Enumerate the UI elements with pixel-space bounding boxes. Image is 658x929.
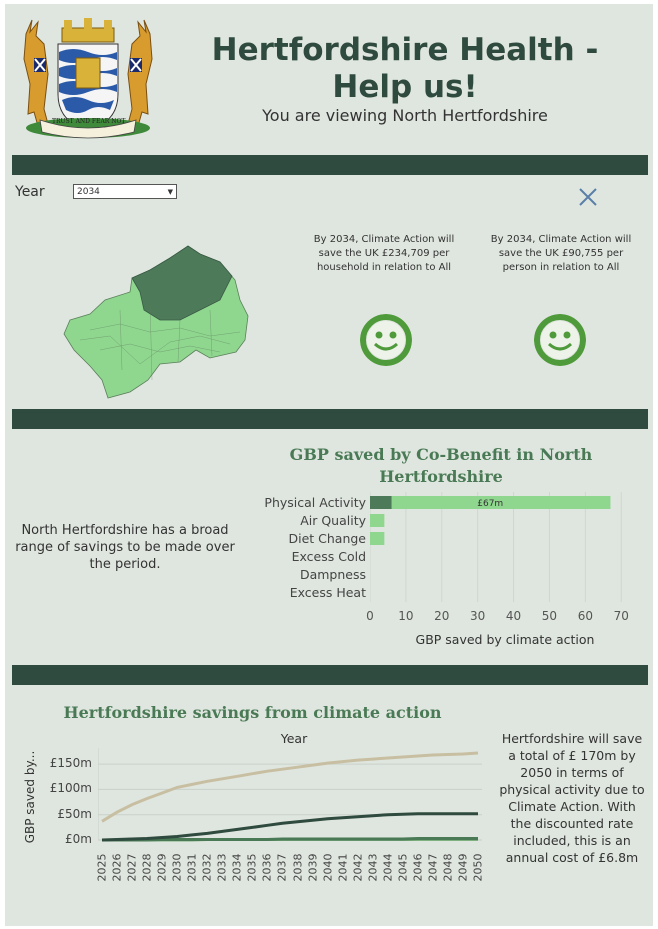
line-x-tick-label: 2039 [306, 853, 320, 882]
year-dropdown[interactable] [73, 184, 177, 199]
line-x-tick-label: 2038 [291, 853, 305, 882]
summary-text: North Hertfordshire has a broad range of savings to be made over the period. [15, 523, 235, 572]
bar-category-label: Dampness [299, 567, 366, 582]
bar-x-tick-label: 30 [470, 609, 486, 623]
bar-air-quality[interactable] [370, 514, 384, 527]
line-x-tick-label: 2036 [260, 853, 274, 882]
bar-category-label: Diet Change [288, 531, 366, 546]
year-dropdown-value: 2034 [77, 187, 100, 197]
crest-motto: TRUST AND FEAR NOT [52, 118, 126, 125]
line-x-tick-label: 2035 [245, 853, 259, 882]
line-x-tick-label: 2030 [170, 853, 184, 882]
page-subtitle: You are viewing North Hertfordshire [262, 106, 548, 125]
total-savings-text: Hertfordshire will save a total of £ 170m by 2050 in terms of physical activity due to Climate Action. With the discounted rate included, this is an annual cost of £6.8m [499, 731, 645, 865]
bar-x-tick-label: 40 [505, 609, 522, 623]
line-x-tick-label: 2025 [95, 853, 109, 882]
line-x-tick-label: 2037 [275, 853, 289, 882]
close-icon[interactable] [577, 186, 599, 208]
line-x-tick-label: 2031 [185, 853, 199, 882]
bar-x-tick-label: 70 [613, 609, 629, 623]
line-y-tick-label: £150m [49, 756, 92, 771]
section-divider-3 [12, 665, 648, 685]
dropdown-caret-icon: ▼ [167, 188, 173, 196]
section-divider-2 [12, 409, 648, 429]
bar-highlight-segment[interactable] [370, 496, 392, 509]
line-y-tick-label: £100m [49, 781, 92, 796]
line-x-tick-label: 2032 [200, 853, 214, 882]
line-x-tick-label: 2034 [230, 853, 244, 882]
smiley-icon [360, 314, 412, 366]
bar-diet-change[interactable] [370, 532, 384, 545]
line-y-tick-label: £50m [57, 806, 92, 821]
line-x-tick-label: 2026 [110, 853, 124, 882]
person-savings-text: By 2034, Climate Action will save the UK £90,755 per person in relation to All [490, 234, 632, 273]
line-x-tick-label: 2027 [125, 853, 139, 882]
bar-x-tick-label: 20 [434, 609, 450, 623]
line-x-tick-label: 2041 [336, 853, 350, 882]
line-series[interactable] [102, 814, 478, 840]
line-chart-ylabel: GBP saved by... [23, 750, 37, 844]
bar-chart-title: GBP saved by Co-Benefit in North Hertfordshire [289, 445, 593, 486]
savings-line-chart[interactable] [98, 748, 488, 848]
line-x-tick-label: 2045 [396, 853, 410, 882]
hertfordshire-map[interactable] [60, 240, 255, 402]
line-x-tick-label: 2050 [471, 853, 485, 882]
bar-x-tick-label: 50 [541, 609, 558, 623]
line-x-tick-label: 2046 [411, 853, 425, 882]
line-chart-xlabel: Year [280, 731, 308, 746]
line-x-tick-label: 2043 [366, 853, 380, 882]
smiley-icon [534, 314, 586, 366]
bar-category-label: Excess Cold [291, 549, 366, 564]
line-x-tick-label: 2049 [456, 853, 470, 882]
line-y-tick-label: £0m [65, 832, 92, 846]
line-x-tick-label: 2047 [426, 853, 440, 882]
line-x-tick-label: 2048 [441, 853, 455, 882]
bar-x-tick-label: 60 [577, 609, 593, 623]
bar-data-label: £67m [477, 499, 504, 509]
household-savings-text: By 2034, Climate Action will save the UK £234,709 per household in relation to All [313, 234, 455, 273]
line-x-tick-label: 2040 [321, 853, 335, 882]
line-x-tick-label: 2029 [155, 853, 169, 882]
section-divider-1 [12, 155, 648, 175]
bar-chart-xlabel: GBP saved by climate action [415, 632, 595, 647]
bar-category-label: Air Quality [300, 513, 366, 528]
page-title: Hertfordshire Health - Help us! [211, 32, 599, 105]
line-chart-title: Hertfordshire savings from climate action [63, 703, 442, 722]
bar-category-label: Physical Activity [264, 495, 366, 510]
bar-category-label: Excess Heat [289, 585, 366, 600]
line-x-tick-label: 2028 [140, 853, 154, 882]
co-benefit-bar-chart[interactable] [370, 492, 640, 604]
line-x-tick-label: 2042 [351, 853, 365, 882]
line-series[interactable] [102, 753, 478, 821]
bar-x-tick-label: 0 [366, 609, 374, 623]
line-x-tick-label: 2033 [215, 853, 229, 882]
bar-x-tick-label: 10 [398, 609, 414, 623]
year-label: Year [15, 184, 45, 200]
line-x-tick-label: 2044 [381, 853, 395, 882]
